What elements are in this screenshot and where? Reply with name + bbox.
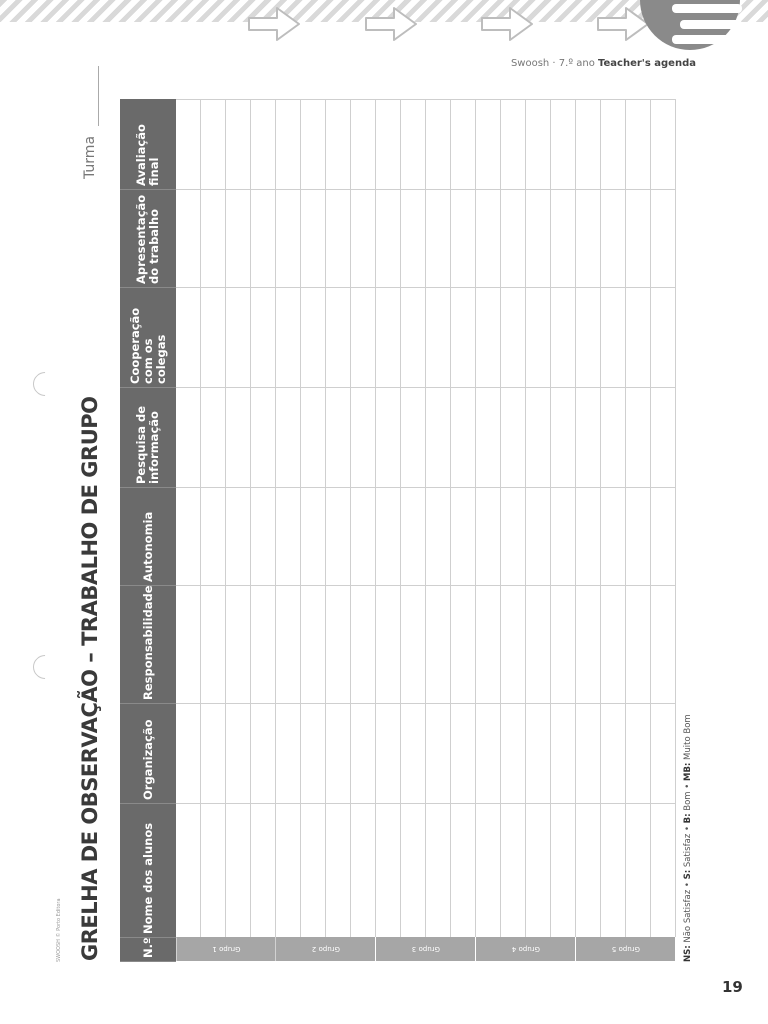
- grid-cell[interactable]: [376, 704, 401, 804]
- grid-cell[interactable]: [526, 100, 551, 190]
- grid-cell[interactable]: [576, 804, 601, 938]
- grid-cell[interactable]: [576, 288, 601, 388]
- table-row: [276, 100, 301, 962]
- grid-cell[interactable]: [401, 488, 426, 586]
- legend-code: NS:: [683, 945, 693, 962]
- grid-cell[interactable]: [551, 388, 576, 488]
- grid-cell[interactable]: [226, 586, 251, 704]
- grid-cell[interactable]: [376, 190, 401, 288]
- grid-cell[interactable]: [476, 288, 501, 388]
- group-label: Grupo 5: [576, 938, 676, 962]
- table-row: [476, 100, 501, 962]
- grid-cell[interactable]: [351, 586, 376, 704]
- grid-cell[interactable]: [426, 100, 451, 190]
- grid-cell[interactable]: [651, 190, 676, 288]
- grid-cell[interactable]: [351, 488, 376, 586]
- grid-cell[interactable]: [601, 704, 626, 804]
- grid-cell[interactable]: [251, 704, 276, 804]
- grid-cell[interactable]: [251, 488, 276, 586]
- grid-cell[interactable]: [301, 704, 326, 804]
- grid-cell[interactable]: [226, 190, 251, 288]
- grid-cell[interactable]: [551, 288, 576, 388]
- grid-cell[interactable]: [476, 190, 501, 288]
- grid-cell[interactable]: [276, 190, 301, 288]
- grid-cell[interactable]: [601, 190, 626, 288]
- grid-cell[interactable]: [301, 288, 326, 388]
- grid-cell[interactable]: [526, 488, 551, 586]
- grid-cell[interactable]: [326, 488, 351, 586]
- observation-grid: [120, 99, 676, 962]
- grid-cell[interactable]: [176, 804, 201, 938]
- grid-cell[interactable]: [601, 586, 626, 704]
- grid-cell[interactable]: [276, 586, 301, 704]
- grid-cell[interactable]: [401, 388, 426, 488]
- grid-cell[interactable]: [251, 388, 276, 488]
- grid-cell[interactable]: [401, 190, 426, 288]
- legend-text: Bom: [683, 791, 693, 811]
- header-line: Swoosh · 7.º ano Teacher's agenda: [510, 58, 696, 69]
- column-header: Organização: [120, 704, 176, 804]
- grid-cell[interactable]: [626, 586, 651, 704]
- table-row: [226, 100, 251, 962]
- grid-cell[interactable]: [601, 388, 626, 488]
- table-row: [401, 100, 426, 962]
- grid-cell[interactable]: [426, 704, 451, 804]
- table-row: [326, 100, 351, 962]
- grid-cell[interactable]: [626, 804, 651, 938]
- grid-cell[interactable]: [326, 388, 351, 488]
- legend-text: Muito Bom: [683, 714, 693, 760]
- header-agenda: Teacher's agenda: [598, 58, 696, 69]
- grid-cell[interactable]: [251, 190, 276, 288]
- grid-cell[interactable]: [576, 488, 601, 586]
- grid-cell[interactable]: [326, 804, 351, 938]
- grid-cell[interactable]: [226, 288, 251, 388]
- grid-cell[interactable]: [226, 100, 251, 190]
- grid-cell[interactable]: [301, 388, 326, 488]
- grid-cell[interactable]: [201, 100, 226, 190]
- table-row: [626, 100, 651, 962]
- grid-cell[interactable]: [326, 704, 351, 804]
- grid-cell[interactable]: [451, 704, 476, 804]
- grid-cell[interactable]: [326, 288, 351, 388]
- grid-cell[interactable]: [501, 586, 526, 704]
- table-row: [651, 100, 676, 962]
- grid-cell[interactable]: [376, 804, 401, 938]
- grid-cell[interactable]: [651, 488, 676, 586]
- grid-cell[interactable]: [426, 488, 451, 586]
- grid-cell[interactable]: [576, 586, 601, 704]
- grid-cell[interactable]: [651, 704, 676, 804]
- group-label: Grupo 4: [476, 938, 576, 962]
- grid-cell[interactable]: [176, 190, 201, 288]
- grid-cell[interactable]: [451, 488, 476, 586]
- grid-cell[interactable]: [201, 388, 226, 488]
- grid-cell[interactable]: [401, 288, 426, 388]
- column-header: Responsabilidade: [120, 586, 176, 704]
- grid-cell[interactable]: [551, 488, 576, 586]
- grid-cell[interactable]: [451, 100, 476, 190]
- grid-cell[interactable]: [651, 804, 676, 938]
- grid-cell[interactable]: [526, 586, 551, 704]
- grid-cell[interactable]: [276, 804, 301, 938]
- legend-code: B:: [683, 813, 693, 824]
- grid-cell[interactable]: [526, 190, 551, 288]
- grid-cell[interactable]: [651, 100, 676, 190]
- grid-cell[interactable]: [426, 288, 451, 388]
- page-number: 19: [722, 978, 743, 996]
- turma-label: Turma: [82, 135, 98, 179]
- grid-cell[interactable]: [176, 100, 201, 190]
- grid-cell[interactable]: [626, 704, 651, 804]
- table-row: [576, 100, 601, 962]
- column-header: Autonomia: [120, 488, 176, 586]
- grid-cell[interactable]: [426, 804, 451, 938]
- column-header: Cooperação com os colegas: [120, 288, 176, 388]
- page-title: GRELHA DE OBSERVAÇÃO – TRABALHO DE GRUPO: [78, 396, 102, 961]
- table-row: [526, 100, 551, 962]
- grid-cell[interactable]: [551, 586, 576, 704]
- grid-cell[interactable]: [526, 804, 551, 938]
- grid-cell[interactable]: [326, 190, 351, 288]
- grid-cell[interactable]: [651, 388, 676, 488]
- grid-cell[interactable]: [476, 704, 501, 804]
- grid-cell[interactable]: [526, 288, 551, 388]
- grid-cell[interactable]: [226, 488, 251, 586]
- grid-cell[interactable]: [626, 288, 651, 388]
- grid-cell[interactable]: [351, 388, 376, 488]
- grid-cell[interactable]: [601, 488, 626, 586]
- grid-cell[interactable]: [626, 100, 651, 190]
- grid-cell[interactable]: [276, 100, 301, 190]
- grid-cell[interactable]: [201, 190, 226, 288]
- table-row: [601, 100, 626, 962]
- grid-cell[interactable]: [651, 288, 676, 388]
- grid-cell[interactable]: [501, 388, 526, 488]
- grid-cell[interactable]: [201, 488, 226, 586]
- grid-cell[interactable]: [251, 586, 276, 704]
- grid-cell[interactable]: [276, 704, 301, 804]
- grid-cell[interactable]: [576, 704, 601, 804]
- grid-cell[interactable]: [276, 488, 301, 586]
- table-row: [551, 100, 576, 962]
- grid-cell[interactable]: [626, 388, 651, 488]
- grid-cell[interactable]: [401, 586, 426, 704]
- grid-cell[interactable]: [176, 388, 201, 488]
- grid-cell[interactable]: [551, 804, 576, 938]
- grid-cell[interactable]: [351, 190, 376, 288]
- group-label: Grupo 3: [376, 938, 476, 962]
- grid-cell[interactable]: [476, 388, 501, 488]
- grid-cell[interactable]: [601, 288, 626, 388]
- grid-cell[interactable]: [551, 190, 576, 288]
- header-grade: 7.º ano: [558, 58, 595, 69]
- table-row: [451, 100, 476, 962]
- grid-cell[interactable]: [301, 488, 326, 586]
- column-header: Avaliação final: [120, 100, 176, 190]
- grid-cell[interactable]: [476, 586, 501, 704]
- grid-cell[interactable]: [451, 288, 476, 388]
- grid-cell[interactable]: [176, 488, 201, 586]
- legend-text: Satisfaz: [683, 833, 693, 868]
- grid-cell[interactable]: [651, 586, 676, 704]
- legend-code: S:: [683, 869, 693, 880]
- grid-cell[interactable]: [301, 100, 326, 190]
- grid-cell[interactable]: [576, 100, 601, 190]
- grid-cell[interactable]: [426, 586, 451, 704]
- table-row: [251, 100, 276, 962]
- grid-cell[interactable]: [526, 704, 551, 804]
- grid-cell[interactable]: [226, 804, 251, 938]
- grid-cell[interactable]: [501, 704, 526, 804]
- grid-cell[interactable]: [201, 804, 226, 938]
- grid-cell[interactable]: [351, 100, 376, 190]
- grid-cell[interactable]: [501, 190, 526, 288]
- legend: NS: Não Satisfaz • S: Satisfaz • B: Bom • MB: Muito Bom: [683, 714, 693, 962]
- grid-cell[interactable]: [451, 804, 476, 938]
- grid-cell[interactable]: [201, 288, 226, 388]
- grid-cell[interactable]: [226, 388, 251, 488]
- grid-cell[interactable]: [301, 804, 326, 938]
- grid-cell[interactable]: [551, 100, 576, 190]
- column-header: Apresentação do trabalho: [120, 190, 176, 288]
- grid-cell[interactable]: [501, 804, 526, 938]
- header-row: [120, 100, 176, 962]
- grid-cell[interactable]: [251, 804, 276, 938]
- grid-cell[interactable]: [276, 388, 301, 488]
- table-row: [201, 100, 226, 962]
- group-label: Grupo 2: [276, 938, 376, 962]
- grid-cell[interactable]: [376, 488, 401, 586]
- publisher-credit: SWOOSH © Porto Editora: [56, 898, 62, 962]
- grid-cell[interactable]: [451, 586, 476, 704]
- grid-cell[interactable]: [326, 586, 351, 704]
- table-row: [426, 100, 451, 962]
- grid-cell[interactable]: [326, 100, 351, 190]
- grid-cell[interactable]: [251, 100, 276, 190]
- grid-cell[interactable]: [451, 190, 476, 288]
- legend-text: Não Satisfaz: [683, 889, 693, 943]
- grid-cell[interactable]: [626, 190, 651, 288]
- table-row: [176, 100, 201, 962]
- grid-cell[interactable]: [226, 704, 251, 804]
- grid-cell[interactable]: [376, 100, 401, 190]
- grid-cell[interactable]: [276, 288, 301, 388]
- legend-code: MB:: [683, 762, 693, 781]
- grid-cell[interactable]: [476, 488, 501, 586]
- grid-cell[interactable]: [376, 288, 401, 388]
- turma-field[interactable]: [98, 66, 99, 126]
- grid-cell[interactable]: [176, 704, 201, 804]
- table-row: [501, 100, 526, 962]
- grid-cell[interactable]: [476, 100, 501, 190]
- table-row: [351, 100, 376, 962]
- grid-cell[interactable]: [501, 100, 526, 190]
- grid-cell[interactable]: [576, 190, 601, 288]
- grid-cell[interactable]: [351, 704, 376, 804]
- grid-cell[interactable]: [401, 100, 426, 190]
- grid-cell[interactable]: [351, 804, 376, 938]
- grid-cell[interactable]: [501, 288, 526, 388]
- grid-cell[interactable]: [251, 288, 276, 388]
- header-brand: Swoosh: [510, 58, 550, 69]
- grid-cell[interactable]: [176, 288, 201, 388]
- group-label: Grupo 1: [176, 938, 276, 962]
- column-header: Nome dos alunos: [120, 804, 176, 938]
- grid-cell[interactable]: [576, 388, 601, 488]
- grid-cell[interactable]: [551, 704, 576, 804]
- grid-cell[interactable]: [501, 488, 526, 586]
- grid-cell[interactable]: [626, 488, 651, 586]
- grid-cell[interactable]: [376, 388, 401, 488]
- grid-cell[interactable]: [526, 388, 551, 488]
- grid-cell[interactable]: [426, 190, 451, 288]
- table-row: [376, 100, 401, 962]
- grid-cell[interactable]: [601, 804, 626, 938]
- grid-cell[interactable]: [476, 804, 501, 938]
- grid-cell[interactable]: [401, 704, 426, 804]
- grid-cell[interactable]: [601, 100, 626, 190]
- grid-cell[interactable]: [426, 388, 451, 488]
- table-row: [301, 100, 326, 962]
- grid-cell[interactable]: [401, 804, 426, 938]
- grid-cell[interactable]: [351, 288, 376, 388]
- grid-cell[interactable]: [176, 586, 201, 704]
- grid-cell[interactable]: [376, 586, 401, 704]
- grid-cell[interactable]: [201, 586, 226, 704]
- grid-cell[interactable]: [301, 190, 326, 288]
- grid-cell[interactable]: [201, 704, 226, 804]
- column-header: Pesquisa de informação: [120, 388, 176, 488]
- grid-cell[interactable]: [301, 586, 326, 704]
- grid-cell[interactable]: [451, 388, 476, 488]
- column-header: N.º: [120, 938, 176, 962]
